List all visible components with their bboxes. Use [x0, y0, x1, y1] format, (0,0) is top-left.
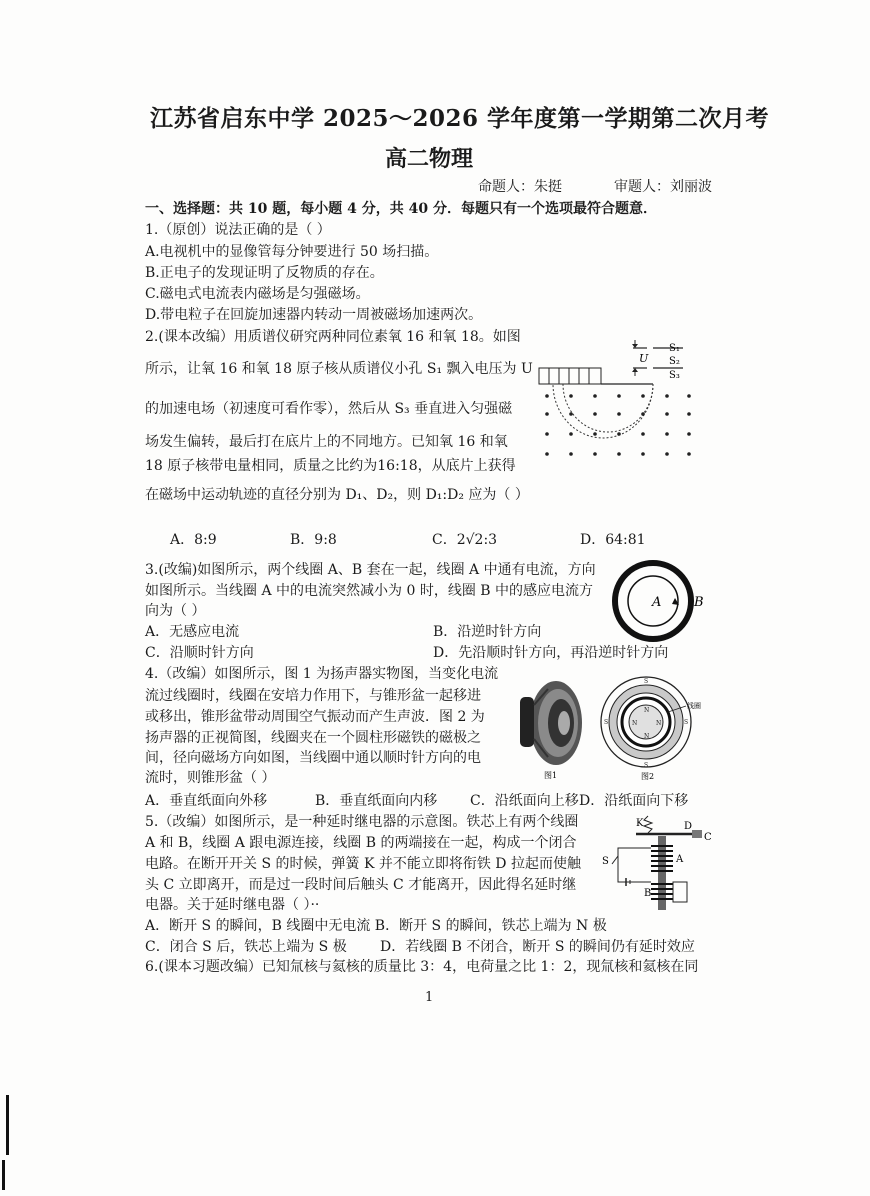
exam-title: 江苏省启东中学 2025～2026 学年度第一学期第二次月考: [150, 105, 770, 132]
voltage-label: U: [639, 352, 649, 365]
trajectory-o16: [563, 384, 653, 432]
slit-s2-label: S₂: [669, 356, 680, 367]
q3-option-c: C．沿顺时针方向: [145, 645, 254, 661]
svg-text:S: S: [604, 719, 609, 726]
page-number: 1: [425, 990, 434, 1005]
coil-a-label: A: [676, 854, 684, 865]
q1-option-c: C.磁电式电流表内磁场是匀强磁场。: [145, 286, 370, 302]
q2-line-2: 所示，让氧 16 和氧 18 原子核从质谱仪小孔 S₁ 飘入电压为 U: [145, 361, 533, 377]
svg-text:S: S: [644, 762, 649, 769]
svg-text:S: S: [644, 678, 649, 685]
photographic-plate: [539, 368, 601, 384]
armature-d-label: D: [684, 821, 693, 832]
q2-line-3: 的加速电场（初速度可看作零），然后从 S₃ 垂直进入匀强磁: [145, 401, 513, 417]
switch-s: [612, 856, 618, 864]
trajectory-o18: [553, 384, 653, 438]
speaker-magnet: [520, 697, 534, 747]
svg-text:S: S: [684, 719, 689, 726]
scan-edge-mark: [2, 1160, 5, 1190]
q5-line-3: 电路。在断开开关 S 的时候，弹簧 K 并不能立即将衔铁 D 拉起而使触: [145, 856, 581, 872]
q1-stem: 1.（原创）说法正确的是（ ）: [145, 222, 331, 238]
coil-a-label: A: [652, 595, 662, 610]
q1-option-a: A.电视机中的显像管每分钟要进行 50 场扫描。: [145, 244, 439, 260]
figure-2-caption: 图2: [641, 772, 655, 781]
q5-option-c: C．闭合 S 后，铁芯上端为 S 极: [145, 939, 347, 955]
figure-1-caption: 图1: [544, 771, 558, 780]
svg-text:N: N: [632, 720, 638, 727]
q3-line-2: 如图所示。当线圈 A 中的电流突然减小为 0 时，线圈 B 中的感应电流方: [145, 583, 594, 599]
q3-line-1: 3.(改编)如图所示，两个线圈 A、B 套在一起，线圈 A 中通有电流，方向: [145, 562, 596, 578]
q2-line-4: 场发生偏转，最后打在底片上的不同地方。已知氧 16 和氧: [145, 434, 508, 450]
speaker-front-view-figure: [598, 672, 718, 782]
slit-s3-label: S₃: [669, 370, 680, 381]
q2-option-c: C．2√2:3: [432, 532, 498, 548]
q3-option-d: D．先沿顺时针方向，再沿逆时针方向: [433, 645, 669, 661]
q4-option-c: C．沿纸面向上移: [470, 793, 579, 809]
q4-line-2: 流过线圈时，线圈在安培力作用下，与锥形盆一起移进: [145, 688, 481, 704]
speaker-photo-figure: [514, 675, 594, 780]
svg-text:N: N: [644, 733, 650, 740]
q2-option-b: B．9:8: [290, 532, 337, 548]
switch-s-label: S: [602, 856, 609, 867]
slit-s1-label: S₁: [669, 343, 680, 354]
q4-option-a: A．垂直纸面向外移: [145, 793, 268, 809]
svg-text:N: N: [644, 707, 650, 714]
q5-options-ab: A．断开 S 的瞬间，B 线圈中无电流 B．断开 S 的瞬间，铁芯上端为 N 极: [145, 918, 607, 934]
q4-line-4: 扬声器的正视简图，线圈夹在一个圆柱形磁铁的磁极之: [145, 730, 481, 746]
coil-a-circuit: [618, 848, 651, 882]
q5-line-1: 5.（改编）如图所示，是一种延时继电器的示意图。铁芯上有两个线圈: [145, 814, 579, 830]
spring-k: [644, 816, 652, 833]
q5-option-d: D．若线圈 B 不闭合，断开 S 的瞬间仍有延时效应: [380, 939, 695, 955]
q1-option-b: B.正电子的发现证明了反物质的存在。: [145, 265, 384, 281]
q4-line-6: 流时，则锥形盆（ ）: [145, 770, 276, 786]
q5-line-4: 头 C 立即离开，而是过一段时间后触头 C 才能离开，因此得名延时继: [145, 877, 577, 893]
section-heading: 一、选择题：共 10 题，每小题 4 分，共 40 分．每题只有一个选项最符合题意．: [145, 201, 657, 217]
svg-text:N: N: [656, 720, 662, 727]
coils-figure: [608, 558, 712, 648]
q2-line-1: 2.(课本改编）用质谱仪研究两种同位素氧 16 和氧 18。如图: [145, 329, 521, 345]
q2-line-6: 在磁场中运动轨迹的直径分别为 D₁、D₂，则 D₁:D₂ 应为（ ）: [145, 487, 529, 503]
coil-b-label: B: [694, 595, 704, 610]
q2-option-d: D．64:81: [580, 532, 646, 548]
scan-edge-mark: [6, 1095, 9, 1155]
q2-option-a: A．8:9: [170, 532, 217, 548]
q4-line-5: 间，径向磁场方向如图，当线圈中通以顺时针方向的电: [145, 750, 481, 766]
coil-label: 线圈: [687, 702, 701, 710]
spring-k-label: K: [636, 818, 644, 829]
q4-line-1: 4.（改编）如图所示，图 1 为扬声器实物图，当变化电流: [145, 666, 499, 682]
q3-option-b: B．沿逆时针方向: [433, 624, 542, 640]
q2-line-5: 18 原子核带电量相同，质量之比约为16:18，从底片上获得: [145, 458, 516, 474]
coil-b-label: B: [644, 888, 652, 899]
q4-option-d: D．沿纸面向下移: [579, 793, 689, 809]
delay-relay-figure: [596, 812, 718, 912]
question-reviewer: 审题人：刘丽波: [614, 179, 712, 195]
q5-line-5: 电器。关于延时继电器（ ）··: [145, 897, 320, 913]
q5-line-2: A 和 B，线圈 A 跟电源连接，线圈 B 的两端接在一起，构成一个闭合: [145, 835, 577, 851]
q6-line-1: 6.(课本习题改编）已知氚核与氦核的质量比 3：4，电荷量之比 1：2，现氚核和氦核在同: [145, 959, 699, 975]
contact-c-label: C: [704, 832, 712, 843]
question-setter: 命题人：朱挺: [478, 179, 562, 195]
q3-option-a: A．无感应电流: [145, 624, 240, 640]
mass-spectrometer-figure: [535, 338, 705, 468]
q4-option-b: B．垂直纸面向内移: [315, 793, 438, 809]
q3-line-3: 向为（ ）: [145, 603, 206, 619]
subject-title: 高二物理: [385, 146, 474, 172]
q4-line-3: 或移出，锥形盆带动周围空气振动而产生声波．图 2 为: [145, 709, 485, 725]
q1-option-d: D.带电粒子在回旋加速器内转动一周被磁场加速两次。: [145, 307, 483, 323]
